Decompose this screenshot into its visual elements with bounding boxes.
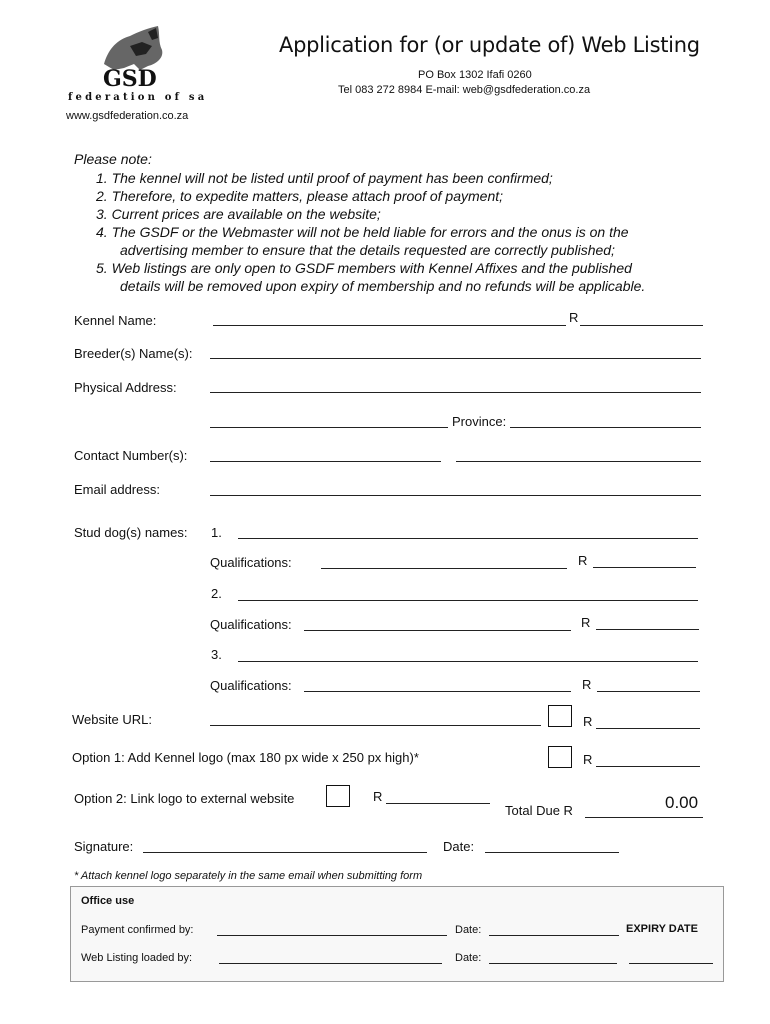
stud-dog-3-field[interactable] [238, 661, 698, 662]
stud-dog-1-field[interactable] [238, 538, 698, 539]
option2-currency: R [373, 789, 383, 804]
loaded-date-field[interactable] [489, 963, 617, 964]
contact-numbers-label: Contact Number(s): [74, 448, 188, 463]
option2-price-field[interactable] [386, 803, 490, 804]
page-title: Application for (or update of) Web Listing [279, 33, 700, 57]
province-label: Province: [452, 414, 507, 429]
contact-number-2-field[interactable] [456, 461, 701, 462]
kennel-currency: R [569, 310, 579, 325]
expiry-date-label: EXPIRY DATE [626, 923, 698, 935]
option2-checkbox[interactable] [326, 785, 350, 807]
stud-dog-2-qualifications-field[interactable] [304, 630, 571, 631]
stud-dog-2-currency: R [581, 615, 591, 630]
website-url-currency: R [583, 714, 593, 729]
notes-heading: Please note: [74, 151, 152, 167]
payment-date-field[interactable] [489, 935, 619, 936]
logo-subtext: federation of sa [68, 92, 208, 103]
note-item: 4. The GSDF or the Webmaster will not be held liable for errors and the onus is on the [96, 224, 629, 240]
email-label: Email address: [74, 482, 160, 497]
contact-number-1-field[interactable] [210, 461, 441, 462]
website-url-field[interactable] [210, 725, 541, 726]
total-due-value: 0.00 [665, 793, 699, 812]
note-item: 5. Web listings are only open to GSDF members with Kennel Affixes and the published [96, 260, 632, 276]
web-listing-loaded-label: Web Listing loaded by: [81, 952, 193, 964]
qualifications-label: Qualifications: [210, 617, 292, 632]
option2-label: Option 2: Link logo to external website [74, 791, 295, 806]
kennel-name-label: Kennel Name: [74, 313, 157, 328]
payment-date-label: Date: [455, 924, 482, 936]
website-url-checkbox[interactable] [548, 705, 572, 727]
website-url-price-field[interactable] [596, 728, 700, 729]
stud-dog-3-currency: R [582, 677, 592, 692]
contact-details: Tel 083 272 8984 E-mail: web@gsdfederation.co.za [338, 84, 591, 96]
option1-label: Option 1: Add Kennel logo (max 180 px wide x 250 px high)* [72, 750, 419, 765]
signature-label: Signature: [74, 839, 134, 854]
web-listing-loaded-field[interactable] [219, 963, 442, 964]
total-due-label: Total Due R [505, 803, 573, 818]
footnote: * Attach kennel logo separately in the same email when submitting form [74, 870, 423, 882]
qualifications-label: Qualifications: [210, 555, 292, 570]
qualifications-label: Qualifications: [210, 678, 292, 693]
postal-address: PO Box 1302 Ifafi 0260 [418, 69, 532, 81]
website-url-label: Website URL: [72, 712, 152, 727]
expiry-date-field[interactable] [629, 963, 713, 964]
date-label: Date: [443, 839, 475, 854]
stud-dog-1-price-field[interactable] [593, 567, 696, 568]
loaded-date-label: Date: [455, 952, 482, 964]
kennel-price-field[interactable] [580, 325, 703, 326]
option1-price-field[interactable] [596, 766, 700, 767]
stud-dog-number: 2. [211, 586, 222, 601]
logo-text: GSD [103, 66, 157, 92]
option1-currency: R [583, 752, 593, 767]
note-item: 2. Therefore, to expedite matters, please attach proof of payment; [96, 188, 504, 204]
stud-dog-3-price-field[interactable] [597, 691, 700, 692]
note-item: advertising member to ensure that the details requested are correctly published; [120, 242, 615, 258]
kennel-name-field[interactable] [213, 325, 566, 326]
stud-dog-3-qualifications-field[interactable] [304, 691, 571, 692]
note-item: details will be removed upon expiry of membership and no refunds will be applicable. [120, 278, 646, 294]
stud-dog-2-price-field[interactable] [596, 629, 699, 630]
total-due-field[interactable] [585, 817, 703, 818]
office-use-box [70, 886, 724, 982]
note-item: 1. The kennel will not be listed until proof of payment has been confirmed; [96, 170, 553, 186]
breeders-field[interactable] [210, 358, 701, 359]
physical-address-line2-field[interactable] [210, 427, 448, 428]
email-field[interactable] [210, 495, 701, 496]
physical-address-field[interactable] [210, 392, 701, 393]
stud-dog-1-currency: R [578, 553, 588, 568]
signature-field[interactable] [143, 852, 427, 853]
stud-dogs-label: Stud dog(s) names: [74, 525, 188, 540]
website-text: www.gsdfederation.co.za [66, 110, 189, 122]
option1-checkbox[interactable] [548, 746, 572, 768]
note-item: 3. Current prices are available on the website; [96, 206, 381, 222]
payment-confirmed-label: Payment confirmed by: [81, 924, 194, 936]
office-use-heading: Office use [81, 895, 135, 907]
breeders-label: Breeder(s) Name(s): [74, 346, 193, 361]
stud-dog-number: 3. [211, 647, 222, 662]
stud-dog-number: 1. [211, 525, 222, 540]
payment-confirmed-field[interactable] [217, 935, 447, 936]
province-field[interactable] [510, 427, 701, 428]
stud-dog-2-field[interactable] [238, 600, 698, 601]
date-field[interactable] [485, 852, 619, 853]
physical-address-label: Physical Address: [74, 380, 177, 395]
stud-dog-1-qualifications-field[interactable] [321, 568, 567, 569]
